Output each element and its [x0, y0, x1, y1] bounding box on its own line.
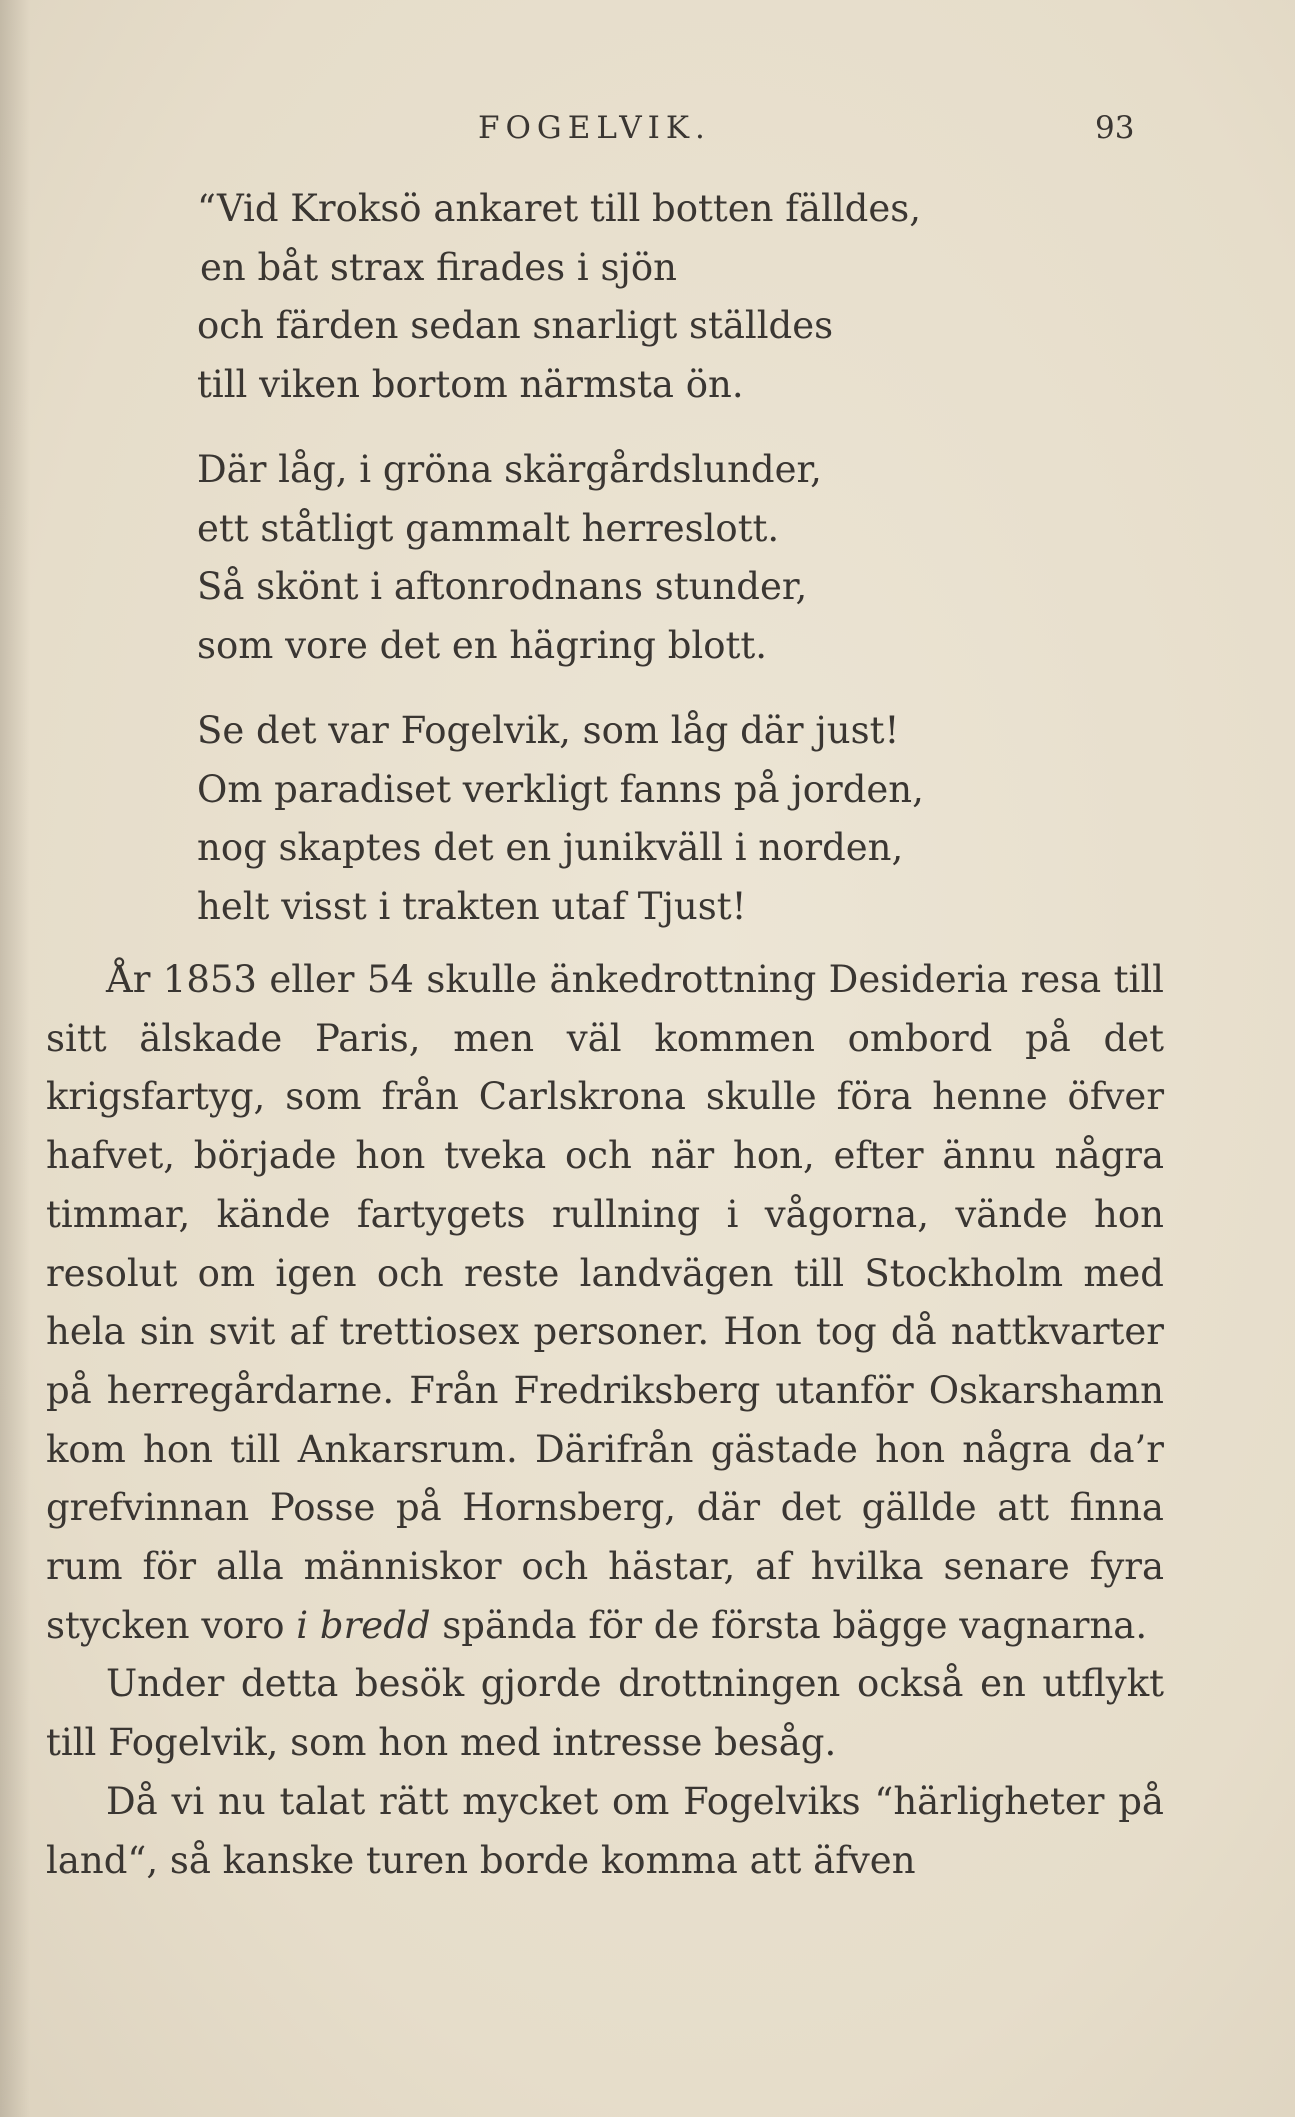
poem-line: ett ståtligt gammalt herreslott.	[197, 506, 780, 550]
running-title: FOGELVIK.	[478, 110, 711, 146]
poem-line: Där låg, i gröna skärgårdslunder,	[197, 448, 822, 491]
poem	[197, 180, 1197, 936]
page-number: 93	[1095, 110, 1135, 146]
page-header	[0, 108, 1295, 148]
poem-stanza-2	[197, 441, 1197, 675]
poem-line: som vore det en hägring blott.	[197, 623, 767, 667]
poem-line: till viken bortom närmsta ön.	[197, 362, 744, 406]
paragraph-desideria	[46, 951, 1164, 1655]
paragraph-fogelvik: Då vi nu talat rätt mycket om Fogelviks “härligheter på land“, så kanske turen borde komma att äfven	[46, 1779, 1164, 1882]
paragraph-text: spända för de första bägge vagnarna.	[442, 1603, 1148, 1647]
poem-line: helt visst i trakten utaf Tjust!	[197, 884, 747, 928]
poem-line: Så skönt i aftonrodnans stunder,	[197, 565, 808, 608]
poem-stanza-3	[197, 702, 1197, 936]
italic-phrase: i bredd	[296, 1603, 431, 1647]
poem-line: “Vid Kroksö ankaret till botten fälldes,	[197, 187, 921, 230]
paragraph-excursion: Under detta besök gjorde drottningen också en utflykt till Fogelvik, som hon med intresse besåg.	[46, 1662, 1164, 1765]
poem-stanza-1	[197, 180, 1197, 414]
prose-body	[46, 951, 1164, 1890]
paragraph-text: År 1853 eller 54 skulle änkedrottning Desideria resa till sitt älskade Paris, men väl kommen ombord på det krigsfartyg, som från Carlskrona skulle föra henne öfver hafvet, började hon tveka och när hon, efter ännu några timmar, kände fartygets rullning i vågorna, vände hon resolut om igen och reste landvägen till Stockholm med hela sin svit af trettiosex personer. Hon tog då nattkvarter på herregårdarne. Från Fredriksberg utanför Oskarshamn kom hon till Ankarsrum. Därifrån gästade hon några da’r grefvinnan Posse på Hornsberg, där det gällde att finna rum för alla människor och hästar, af hvilka senare fyra stycken voro	[46, 958, 1164, 1647]
poem-line: och färden sedan snarligt ställdes	[197, 304, 834, 347]
poem-line: Se det var Fogelvik, som låg där just!	[197, 709, 900, 752]
poem-line: en båt strax firades i sjön	[200, 245, 678, 289]
poem-line: nog skaptes det en junikväll i norden,	[197, 826, 904, 869]
poem-line: Om paradiset verkligt fanns på jorden,	[197, 767, 924, 811]
